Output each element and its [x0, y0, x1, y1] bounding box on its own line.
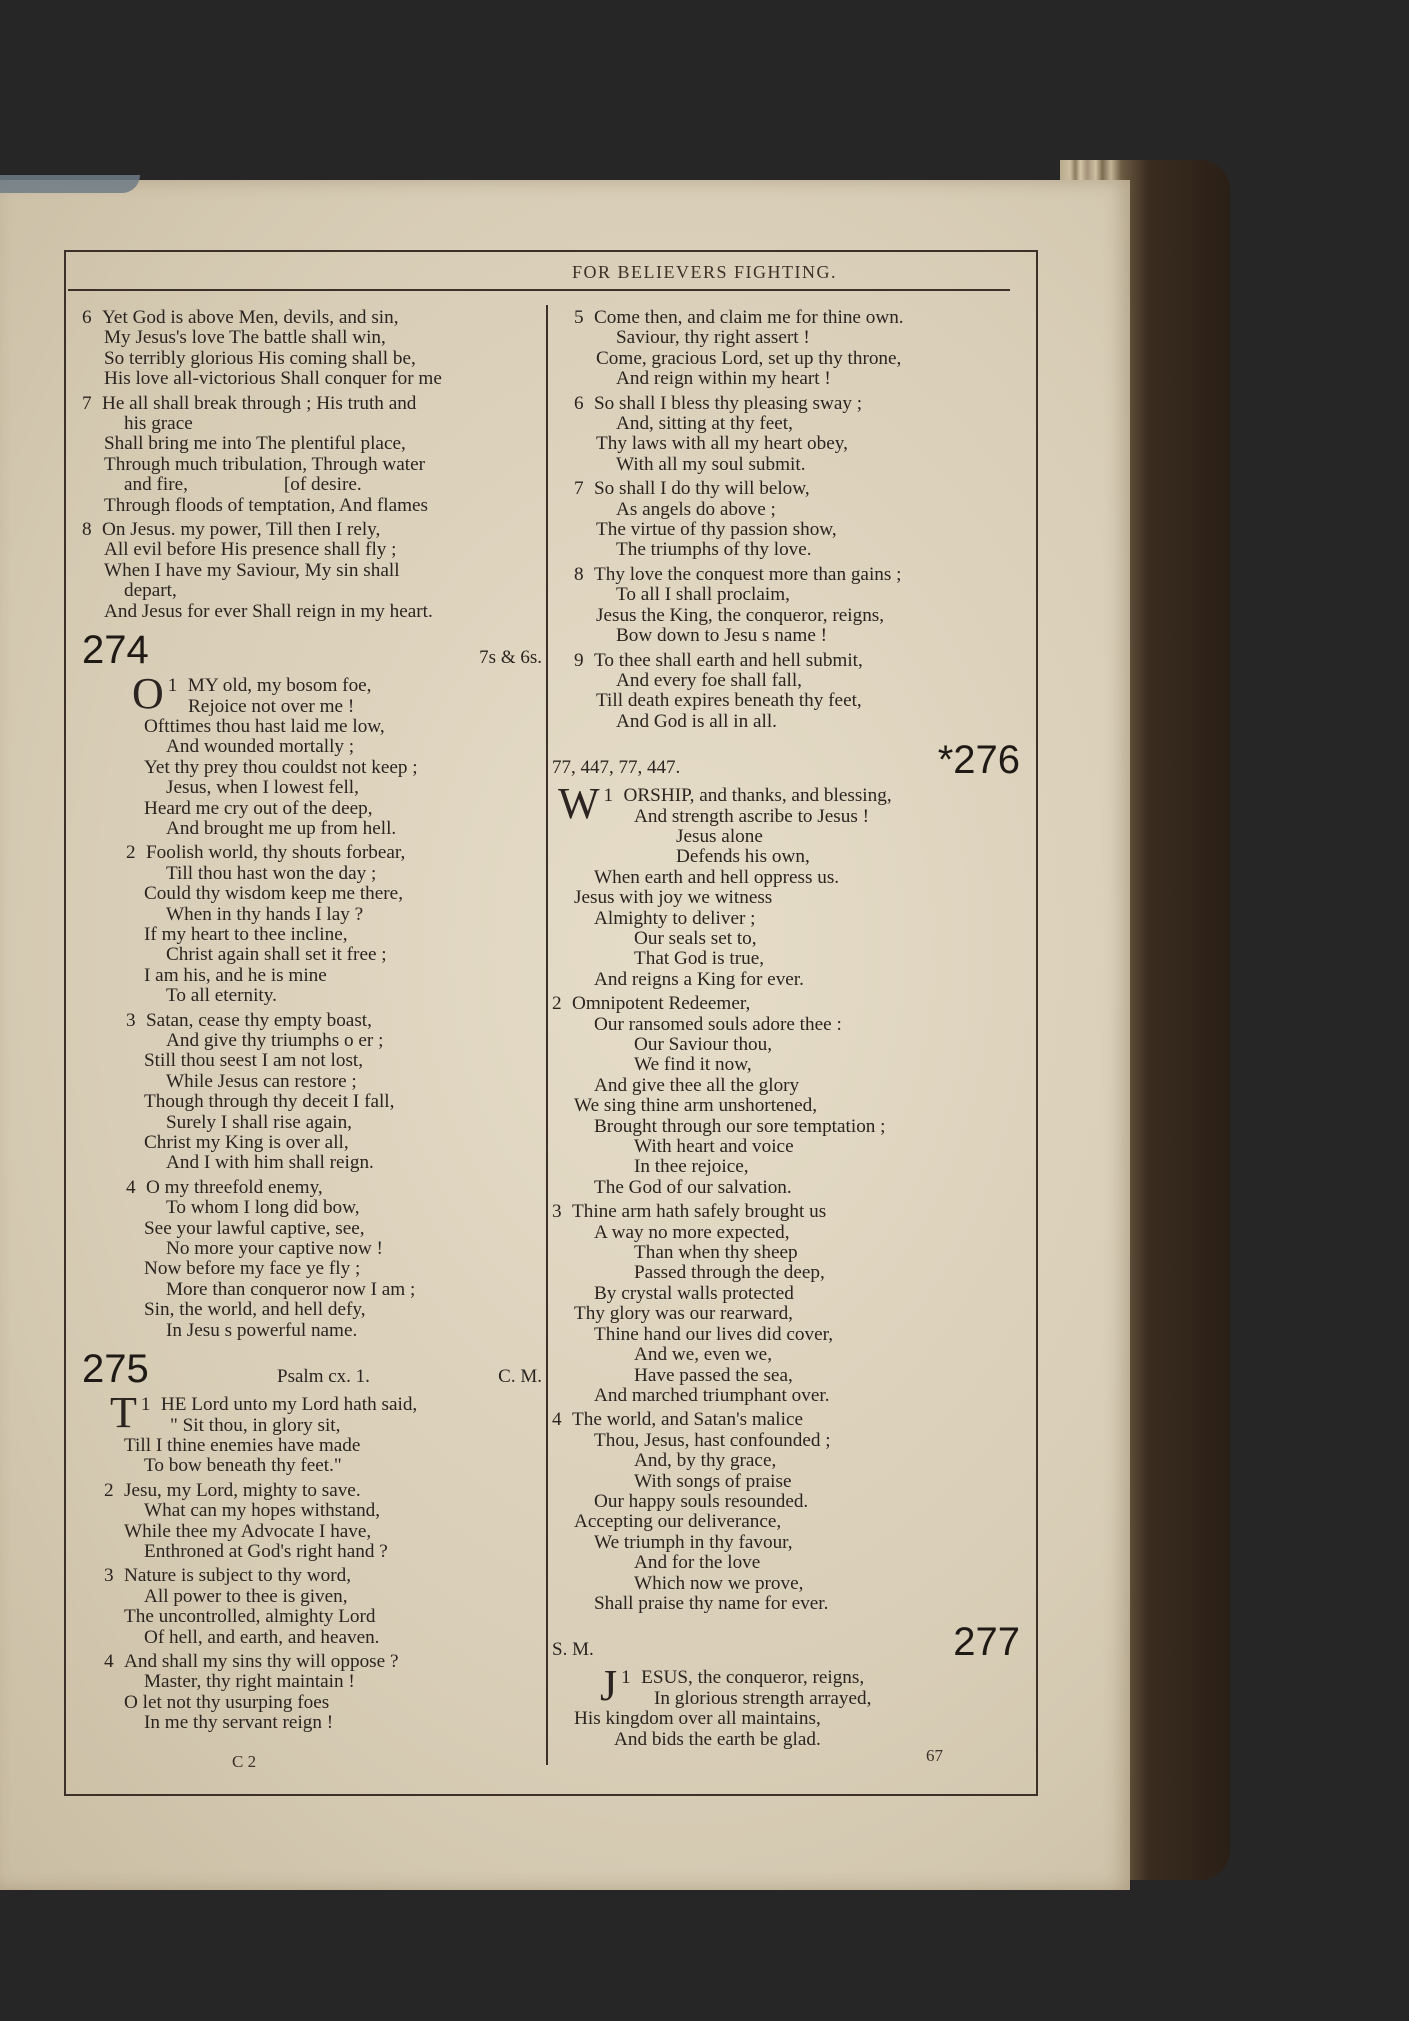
- verse-line: Shall praise thy name for ever.: [594, 1592, 829, 1614]
- verse-line: and fire, [of desire.: [124, 474, 362, 496]
- verse-line: He all shall break through ; His truth and: [102, 392, 417, 414]
- verse-line: Till thou hast won the day ;: [166, 862, 377, 884]
- verse: [552, 1661, 1020, 1750]
- verse-line: Jesu, my Lord, mighty to save.: [124, 1479, 361, 1501]
- hymn-meter: 77, 447, 77, 447.: [552, 756, 681, 778]
- verse-number: 3: [552, 1201, 562, 1223]
- verse-line: Than when thy sheep: [634, 1242, 798, 1264]
- hymn-number: 274: [82, 628, 149, 673]
- verse-line: If my heart to thee incline,: [144, 923, 348, 945]
- verse-line: O let not thy usurping foes: [124, 1691, 330, 1713]
- verse-line: Till death expires beneath thy feet,: [596, 690, 862, 712]
- verse-number: 1: [140, 1394, 151, 1416]
- verse-line: And I with him shall reign.: [166, 1152, 374, 1174]
- verse-line: Our happy souls resounded.: [594, 1490, 809, 1512]
- verse-line: Our ransomed souls adore thee :: [594, 1013, 842, 1035]
- verse-line: All power to thee is given,: [144, 1585, 348, 1607]
- verse-line: his grace: [124, 413, 193, 435]
- verse-line: Jesus, when I lowest fell,: [166, 777, 359, 799]
- verse-line: The uncontrolled, almighty Lord: [124, 1606, 376, 1628]
- verse-line: Thou, Jesus, hast confounded ;: [594, 1429, 831, 1451]
- verse-line: No more your captive now !: [166, 1238, 383, 1260]
- drop-cap: W: [558, 779, 600, 829]
- verse-line: And, by thy grace,: [634, 1450, 777, 1472]
- verse: [552, 394, 1020, 476]
- verse: [82, 308, 542, 390]
- verse-line: And bids the earth be glad.: [614, 1728, 821, 1750]
- verse-line: Thy glory was our rearward,: [574, 1303, 793, 1325]
- verse-line: And for the love: [634, 1552, 761, 1574]
- verse-number: 8: [574, 563, 584, 585]
- verse-number: 2: [104, 1479, 114, 1501]
- verse-line: And reign within my heart !: [616, 368, 831, 390]
- verse-line: So shall I bless thy pleasing sway ;: [594, 392, 863, 414]
- hymn-heading: [552, 736, 1020, 783]
- verse-line: To whom I long did bow,: [166, 1197, 360, 1219]
- verse-line: We sing thine arm unshortened,: [574, 1095, 818, 1117]
- verse-line: And we, even we,: [634, 1344, 772, 1366]
- hymn-number: *276: [937, 738, 1020, 783]
- verse-line: In glorious strength arrayed,: [654, 1687, 872, 1709]
- verse-line: So shall I do thy will below,: [594, 478, 810, 500]
- verse-number: 1: [603, 785, 614, 807]
- verse-line: To thee shall earth and hell submit,: [594, 649, 863, 671]
- verse: [82, 669, 542, 839]
- verse-line: Yet thy prey thou couldst not keep ;: [144, 756, 418, 778]
- verse: [82, 1652, 542, 1734]
- verse-line: MY old, my bosom foe,: [187, 675, 372, 697]
- verse-line: ESUS, the conqueror, reigns,: [641, 1667, 865, 1689]
- running-head: FOR BELIEVERS FIGHTING.: [571, 262, 837, 282]
- verse-line: Have passed the sea,: [634, 1364, 793, 1386]
- verse-line: When I have my Saviour, My sin shall: [104, 559, 400, 581]
- verse-line: And brought me up from hell.: [166, 817, 397, 839]
- verse-line: His kingdom over all maintains,: [574, 1708, 821, 1730]
- verse: [82, 520, 542, 622]
- verse-line: All evil before His presence shall fly ;: [104, 539, 397, 561]
- verse: [552, 779, 1020, 990]
- verse-line: When earth and hell oppress us.: [594, 866, 840, 888]
- verse-line: That God is true,: [634, 948, 765, 970]
- verse-line: Through floods of temptation, And flames: [104, 494, 429, 516]
- verse-number: 3: [126, 1009, 136, 1031]
- verse-line: When in thy hands I lay ?: [166, 903, 364, 925]
- hymn-274: [82, 626, 542, 1341]
- verse-line: And reigns a King for ever.: [594, 968, 804, 990]
- verse-number: 2: [552, 993, 562, 1015]
- page-number: 67: [926, 1746, 943, 1765]
- hymn-meter: C. M.: [498, 1365, 542, 1387]
- verse-line: Satan, cease thy empty boast,: [146, 1009, 372, 1031]
- verse-line: And marched triumphant over.: [594, 1384, 830, 1406]
- verse-number: 4: [126, 1176, 136, 1198]
- verse-line: Thy love the conquest more than gains ;: [594, 563, 902, 585]
- verse-line: With all my soul submit.: [616, 453, 806, 475]
- hymn-275: [82, 1345, 542, 1734]
- hymn-276: [552, 736, 1020, 1614]
- ribbon-marker: [0, 175, 140, 193]
- verse-number: 1: [621, 1667, 631, 1689]
- verse-line: Jesus with joy we witness: [574, 887, 773, 909]
- verse-line: Brought through our sore temptation ;: [594, 1115, 886, 1137]
- verse-line: To bow beneath thy feet.": [144, 1455, 342, 1477]
- verse-number: 2: [126, 842, 136, 864]
- verse-line: Ofttimes thou hast laid me low,: [144, 715, 385, 737]
- verse: [82, 1566, 542, 1648]
- verse: [552, 479, 1020, 561]
- verse-line: depart,: [124, 580, 177, 602]
- verse-line: So terribly glorious His coming shall be,: [104, 347, 416, 369]
- left-column: [82, 308, 542, 1734]
- verse-number: 9: [574, 649, 584, 671]
- verse-line: To all eternity.: [166, 985, 277, 1007]
- verse-line: And Jesus for ever Shall reign in my heart.: [104, 600, 433, 622]
- verse-line: Master, thy right maintain !: [144, 1671, 355, 1693]
- signature-mark: C 2: [232, 1752, 257, 1771]
- verse: [552, 1410, 1020, 1614]
- hymn-heading: [82, 626, 542, 673]
- verse-line: With heart and voice: [634, 1136, 794, 1158]
- verse-line: And shall my sins thy will oppose ?: [124, 1650, 399, 1672]
- verse-number: 6: [574, 392, 584, 414]
- verse-line: Christ again shall set it free ;: [166, 944, 387, 966]
- verse-line: Rejoice not over me !: [188, 695, 355, 717]
- verse-line: A way no more expected,: [594, 1221, 790, 1243]
- verse-line: Come, gracious Lord, set up thy throne,: [596, 347, 902, 369]
- verse-line: And, sitting at thy feet,: [616, 413, 793, 435]
- verse-number: 4: [552, 1409, 562, 1431]
- verse-line: While thee my Advocate I have,: [124, 1520, 372, 1542]
- verse-line: Surely I shall rise again,: [166, 1111, 352, 1133]
- verse-line: See your lawful captive, see,: [144, 1217, 365, 1239]
- verse-line: And God is all in all.: [616, 710, 777, 732]
- verse-line: Thine hand our lives did cover,: [594, 1323, 834, 1345]
- verse: [552, 308, 1020, 390]
- verse-line: Through much tribulation, Through water: [104, 453, 425, 475]
- hymn-heading: [552, 1618, 1020, 1665]
- verse: [82, 1011, 542, 1174]
- verse-line: Accepting our deliverance,: [574, 1511, 782, 1533]
- verse-line: With songs of praise: [634, 1470, 792, 1492]
- verse-line: Jesus the King, the conqueror, reigns,: [596, 604, 885, 626]
- verse-number: 1: [167, 675, 178, 697]
- verse-line: Nature is subject to thy word,: [124, 1565, 352, 1587]
- verse-line: Our Saviour thou,: [634, 1034, 773, 1055]
- verse-line: Enthroned at God's right hand ?: [144, 1540, 388, 1562]
- hymn-number: 275: [82, 1347, 149, 1392]
- verse-line: In Jesu s powerful name.: [166, 1319, 358, 1341]
- verse-line: Heard me cry out of the deep,: [144, 797, 373, 819]
- verse-line: Yet God is above Men, devils, and sin,: [102, 307, 399, 328]
- verse-line: And strength ascribe to Jesus !: [634, 805, 870, 827]
- hymn-heading: [82, 1345, 542, 1392]
- drop-cap: J: [600, 1661, 618, 1711]
- verse-line: In me thy servant reign !: [144, 1712, 334, 1734]
- verse-line: Could thy wisdom keep me there,: [144, 883, 403, 905]
- verse-line: Shall bring me into The plentiful place,: [104, 433, 406, 455]
- verse-line: Bow down to Jesu s name !: [616, 625, 828, 647]
- verse: [82, 1481, 542, 1563]
- verse-line: More than conqueror now I am ;: [166, 1278, 416, 1300]
- verse-line: My Jesus's love The battle shall win,: [104, 327, 386, 349]
- verse: [552, 651, 1020, 733]
- verse-line: Omnipotent Redeemer,: [572, 993, 751, 1015]
- verse-line: And wounded mortally ;: [166, 736, 355, 758]
- verse-line: His love all-victorious Shall conquer for me: [104, 368, 442, 390]
- verse-line: Come then, and claim me for thine own.: [594, 307, 904, 328]
- head-rule: [68, 289, 1010, 291]
- verse-line: Defends his own,: [676, 846, 810, 868]
- verse: [82, 1388, 542, 1477]
- verse-line: And give thy triumphs o er ;: [166, 1030, 384, 1051]
- verse-line: In thee rejoice,: [634, 1156, 749, 1178]
- verse: [552, 994, 1020, 1198]
- drop-cap: T: [110, 1388, 137, 1438]
- verse: [82, 394, 542, 516]
- verse-line: O my threefold enemy,: [146, 1176, 323, 1198]
- verse-line: And give thee all the glory: [594, 1074, 800, 1096]
- hymn-273-continued: [82, 308, 542, 622]
- verse-line: We triumph in thy favour,: [594, 1531, 793, 1553]
- verse-line: The triumphs of thy love.: [616, 539, 812, 561]
- verse-line: While Jesus can restore ;: [166, 1070, 357, 1092]
- verse: [552, 1202, 1020, 1406]
- verse-line: The God of our salvation.: [594, 1176, 792, 1198]
- verse-line: Our seals set to,: [634, 927, 757, 949]
- verse-line: Which now we prove,: [634, 1572, 804, 1594]
- hymn-meter: S. M.: [552, 1638, 594, 1660]
- hymn-meter: 7s & 6s.: [479, 646, 542, 668]
- verse-line: Almighty to deliver ;: [594, 907, 756, 929]
- verse-line: I am his, and he is mine: [144, 964, 327, 986]
- verse-line: Passed through the deep,: [634, 1262, 825, 1284]
- verse-number: 8: [82, 519, 92, 541]
- verse-number: 7: [574, 478, 584, 500]
- verse-line: Of hell, and earth, and heaven.: [144, 1626, 380, 1648]
- verse-line: ORSHIP, and thanks, and blessing,: [623, 785, 892, 807]
- verse-number: 4: [104, 1650, 114, 1672]
- verse-line: " Sit thou, in glory sit,: [170, 1414, 341, 1436]
- verse-line: As angels do above ;: [616, 498, 776, 520]
- verse-line: Saviour, thy right assert !: [616, 327, 810, 349]
- drop-cap: O: [132, 669, 164, 719]
- verse-line: To all I shall proclaim,: [616, 584, 790, 606]
- hymn-275-continued: [552, 308, 1020, 732]
- verse-line: By crystal walls protected: [594, 1282, 794, 1304]
- verse-number: 7: [82, 392, 92, 414]
- verse-line: Thine arm hath safely brought us: [572, 1201, 827, 1223]
- verse-number: 5: [574, 307, 584, 328]
- verse-number: 3: [104, 1565, 114, 1587]
- hymn-277: [552, 1618, 1020, 1750]
- verse-line: What can my hopes withstand,: [144, 1500, 381, 1522]
- verse-line: The virtue of thy passion show,: [596, 519, 837, 541]
- verse-line: Now before my face ye fly ;: [144, 1258, 361, 1280]
- verse-line: HE Lord unto my Lord hath said,: [160, 1394, 418, 1416]
- right-column: [552, 308, 1020, 1750]
- verse-line: Foolish world, thy shouts forbear,: [146, 842, 406, 864]
- verse-line: Sin, the world, and hell defy,: [144, 1299, 366, 1321]
- verse: [82, 1178, 542, 1341]
- verse: [82, 843, 542, 1006]
- verse-line: Still thou seest I am not lost,: [144, 1050, 364, 1072]
- hymn-number: 277: [953, 1620, 1020, 1665]
- hymn-scripture-reference: Psalm cx. 1.: [277, 1365, 370, 1387]
- verse-line: Though through thy deceit I fall,: [144, 1091, 395, 1113]
- verse-line: Thy laws with all my heart obey,: [596, 433, 848, 455]
- verse-line: The world, and Satan's malice: [572, 1409, 803, 1431]
- verse-line: Christ my King is over all,: [144, 1132, 349, 1154]
- verse: [552, 565, 1020, 647]
- verse-line: And every foe shall fall,: [616, 669, 802, 691]
- verse-line: We find it now,: [634, 1054, 752, 1076]
- verse-line: Jesus alone: [676, 825, 763, 847]
- verse-number: 6: [82, 307, 92, 328]
- column-rule: [546, 305, 548, 1765]
- verse-line: Till I thine enemies have made: [124, 1434, 361, 1456]
- verse-line: On Jesus. my power, Till then I rely,: [102, 519, 381, 541]
